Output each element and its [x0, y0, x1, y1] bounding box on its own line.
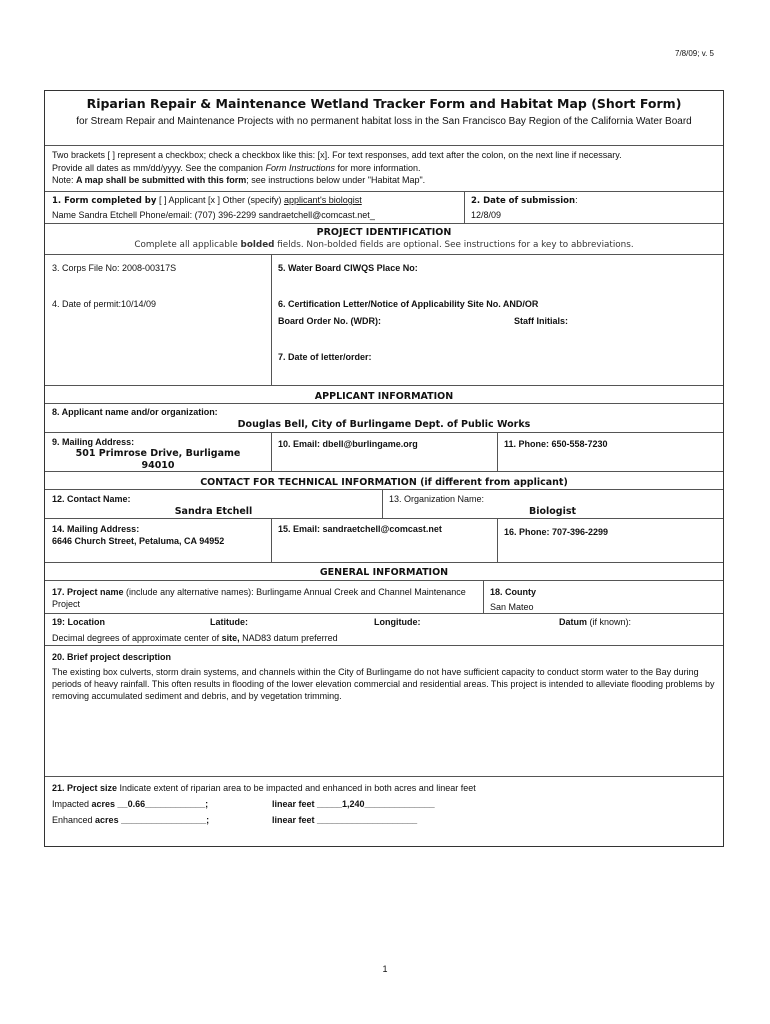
- enhanced-acres-field[interactable]: [45, 812, 216, 828]
- enhanced-acres-value: acres _________________;: [95, 815, 210, 825]
- form-title: Riparian Repair & Maintenance Wetland Tracker Form and Habitat Map (Short Form): [86, 96, 682, 111]
- applicant-phone: 11. Phone: 650-558-7230: [504, 439, 608, 449]
- general-information-heading: GENERAL INFORMATION: [319, 567, 449, 578]
- note-text: NAD83 datum preferred: [239, 633, 338, 643]
- board-order-label: Board Order No. (WDR):: [278, 316, 381, 326]
- applicant-name-value[interactable]: Douglas Bell, City of Burlingame Dept. of Public Works: [237, 419, 531, 430]
- ciwqs-label: 5. Water Board CIWQS Place No:: [278, 263, 418, 273]
- instructions-line-1: Two brackets [ ] represent a checkbox; check a checkbox like this: [x]. For text responses, add text after the colon, on the next line if necessary.: [52, 150, 622, 160]
- county-value: San Mateo: [490, 602, 534, 612]
- other-specify-value[interactable]: applicant's biologist: [283, 195, 362, 205]
- staff-initials-label: Staff Initials:: [514, 316, 569, 326]
- impacted-linear-field[interactable]: [265, 796, 442, 812]
- submission-date[interactable]: 12/8/09: [471, 210, 502, 220]
- contact-mailing-value: 6646 Church Street, Petaluma, CA 94952: [52, 536, 225, 546]
- project-size-field: [45, 780, 723, 796]
- project-description-label: 20. Brief project description: [52, 652, 172, 662]
- date-of-letter-label: 7. Date of letter/order:: [278, 352, 372, 362]
- version-label: 7/8/09; v. 5: [675, 49, 714, 58]
- enhanced-linear-field[interactable]: [265, 812, 424, 828]
- impacted-linear-value: linear feet _____1,240______________: [272, 799, 435, 809]
- note-text: ; see instructions below under "Habitat Map".: [246, 175, 426, 185]
- applicant-name-label-text: 8. Applicant name and/or organization:: [52, 407, 218, 417]
- project-identification-heading: PROJECT IDENTIFICATION: [316, 227, 452, 238]
- applicant-email: 10. Email: dbell@burlingame.org: [278, 439, 418, 449]
- enhanced-linear-value: linear feet ____________________: [272, 815, 418, 825]
- page-number: 1: [382, 964, 388, 974]
- note-text: Decimal degrees of approximate center of: [52, 633, 222, 643]
- project-size-label: 21. Project size: [52, 783, 118, 793]
- submission-label: 2. Date of submission: [471, 196, 576, 206]
- form-subtitle: for Stream Repair and Maintenance Projects with no permanent habitat loss in the San Francisco Bay Region of the California Water Board: [76, 116, 692, 127]
- impacted-label: Impacted: [52, 799, 92, 809]
- organization-name-label: 13. Organization Name:: [389, 494, 485, 504]
- organization-name-value[interactable]: Biologist: [528, 506, 577, 517]
- certification-label: 6. Certification Letter/Notice of Applicability Site No. AND/OR: [278, 299, 539, 309]
- impacted-acres-value: acres __0.66____________;: [91, 799, 209, 809]
- contact-email: 15. Email: sandraetchell@comcast.net: [278, 524, 442, 534]
- project-size-note: Indicate extent of riparian area to be impacted and enhanced in both acres and linear feet: [117, 783, 476, 793]
- contact-phone: 16. Phone: 707-396-2299: [504, 527, 609, 537]
- applicant-information-heading: APPLICANT INFORMATION: [314, 391, 454, 402]
- wetland-tracker-form: [44, 90, 724, 847]
- contact-heading: CONTACT FOR TECHNICAL INFORMATION (if different from applicant): [200, 477, 568, 488]
- enhanced-label: Enhanced: [52, 815, 96, 825]
- mailing-address-line-1: 501 Primrose Drive, Burligame: [75, 448, 241, 459]
- project-description-text: The existing box culverts, storm drain systems, and channels within the City of Burlingame do not have sufficient capacity to conduct storm water to the Bay during periods of heavy rainfall. This often results in flooding of the lower elevation commercial and residential areas. This project is intended to alleviate flooding problems by removing accumulated sediment and debris, and by vegetation trimming.: [52, 667, 715, 701]
- note-text: fields. Non-bolded fields are optional. See instructions for a key to abbreviations.: [274, 240, 634, 250]
- submission-line: 2. Date of submission:: [471, 195, 578, 206]
- map-requirement: A map shall be submitted with this form: [76, 175, 247, 185]
- note-text: Complete all applicable: [134, 240, 241, 250]
- project-name-value: (include any alternative names): Burlingame Annual Creek and Channel Maintenance Project: [52, 587, 466, 609]
- project-name-label: 17. Project name: [52, 587, 124, 597]
- site-word: site,: [221, 633, 240, 643]
- note-label: Note:: [52, 175, 77, 185]
- instructions-text: for more information.: [334, 162, 421, 173]
- completed-by-label: 1. Form completed by: [52, 196, 157, 206]
- name-phone-line[interactable]: Name Sandra Etchell Phone/email: (707) 396-2299 sandraetchell@comcast.net_: [52, 210, 375, 220]
- project-description-row: [45, 91, 723, 777]
- mailing-address-label-text: 9. Mailing Address:: [52, 437, 135, 447]
- datum-note: (if known):: [587, 617, 632, 627]
- contact-name-value[interactable]: Sandra Etchell: [174, 506, 253, 517]
- county-label: 18. County: [490, 587, 537, 597]
- contact-name-label-text: 12. Contact Name:: [52, 494, 131, 504]
- longitude-label: Longitude:: [374, 617, 421, 627]
- impacted-acres-field[interactable]: [45, 796, 215, 812]
- mailing-address-line-2: 94010: [141, 460, 175, 471]
- location-label-text: 19: Location: [52, 617, 106, 627]
- latitude-label: Latitude:: [210, 617, 248, 627]
- contact-mailing-label: 14. Mailing Address:: [52, 524, 140, 534]
- datum-label: Datum: [559, 617, 588, 627]
- instructions-text: Provide all dates as mm/dd/yyyy. See the companion: [52, 162, 266, 173]
- completed-by-options[interactable]: [ ] Applicant [x ] Other (specify): [158, 195, 284, 205]
- date-of-permit-field[interactable]: 4. Date of permit:10/14/09: [52, 299, 157, 309]
- corps-file-field[interactable]: 3. Corps File No: 2008-00317S: [52, 263, 177, 273]
- bolded-word: bolded: [240, 240, 275, 250]
- form-instructions-ref: Form Instructions: [265, 162, 335, 173]
